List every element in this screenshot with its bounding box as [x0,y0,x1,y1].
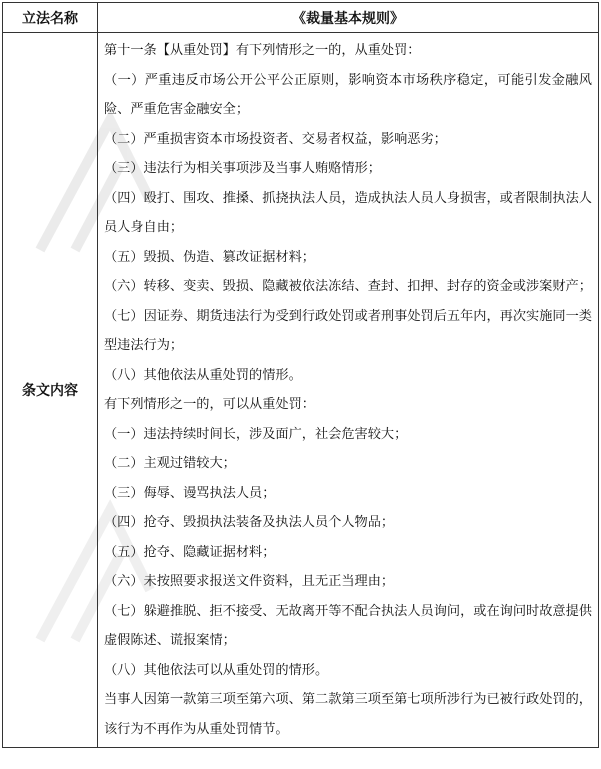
closing-paragraph: 当事人因第一款第三项至第六项、第二款第三项至第七项所涉行为已被行政处罚的，该行为不再作为从重处罚情节。 [104,692,592,737]
list-item: （二）主观过错较大； [104,456,236,471]
article-content-cell [98,33,599,748]
header-label-cell [3,3,98,33]
list-item: （一）违法持续时间长，涉及面广，社会危害较大； [104,426,408,442]
list-item: （八）其他依法可以从重处罚的情形。 [104,662,329,678]
list-item: （七）躲避推脱、拒不接受、无故离开等不配合执法人员询问，或在询问时故意提供虚假陈述、谎报案情； [104,603,592,648]
list-item: （四）殴打、围攻、推搡、抓挠执法人员，造成执法人员人身损害，或者限制执法人员人身自由； [104,190,592,235]
list-item: （六）转移、变卖、毁损、隐藏被依法冻结、查封、扣押、封存的资金或涉案财产； [104,279,592,294]
row-label: 条文内容 [22,383,78,399]
list-item: （二）严重损害资本市场投资者、交易者权益，影响恶劣； [104,131,447,147]
list-item: （五）毁损、伪造、篡改证据材料； [104,249,315,265]
content-row [3,33,599,748]
list-item: （六）未按照要求报送文件资料，且无正当理由； [104,574,395,589]
header-label: 立法名称 [22,10,78,27]
list-item: （四）抢夺、毁损执法装备及执法人员个人物品； [104,515,395,530]
header-row [3,3,599,33]
list-item: （八）其他依法从重处罚的情形。 [104,367,302,383]
list-item: （三）违法行为相关事项涉及当事人贿赂情形； [104,161,381,176]
law-table [2,2,599,748]
article-heading: 第十一条【从重处罚】有下列情形之一的，从重处罚： [104,43,421,58]
list-item: （三）侮辱、谩骂执法人员； [104,485,276,501]
section-intro: 有下列情形之一的，可以从重处罚： [104,397,315,412]
list-item: （五）抢夺、隐藏证据材料； [104,544,276,560]
law-title: 《裁量基本规则》 [292,10,404,27]
list-item: （七）因证券、期货违法行为受到行政处罚或者刑事处罚后五年内，再次实施同一类型违法行为； [104,308,592,353]
list-item: （一）严重违反市场公开公平公正原则，影响资本市场秩序稳定，可能引发金融风险、严重危害金融安全； [104,72,592,117]
row-label-cell [3,33,98,748]
header-title-cell [98,3,599,33]
